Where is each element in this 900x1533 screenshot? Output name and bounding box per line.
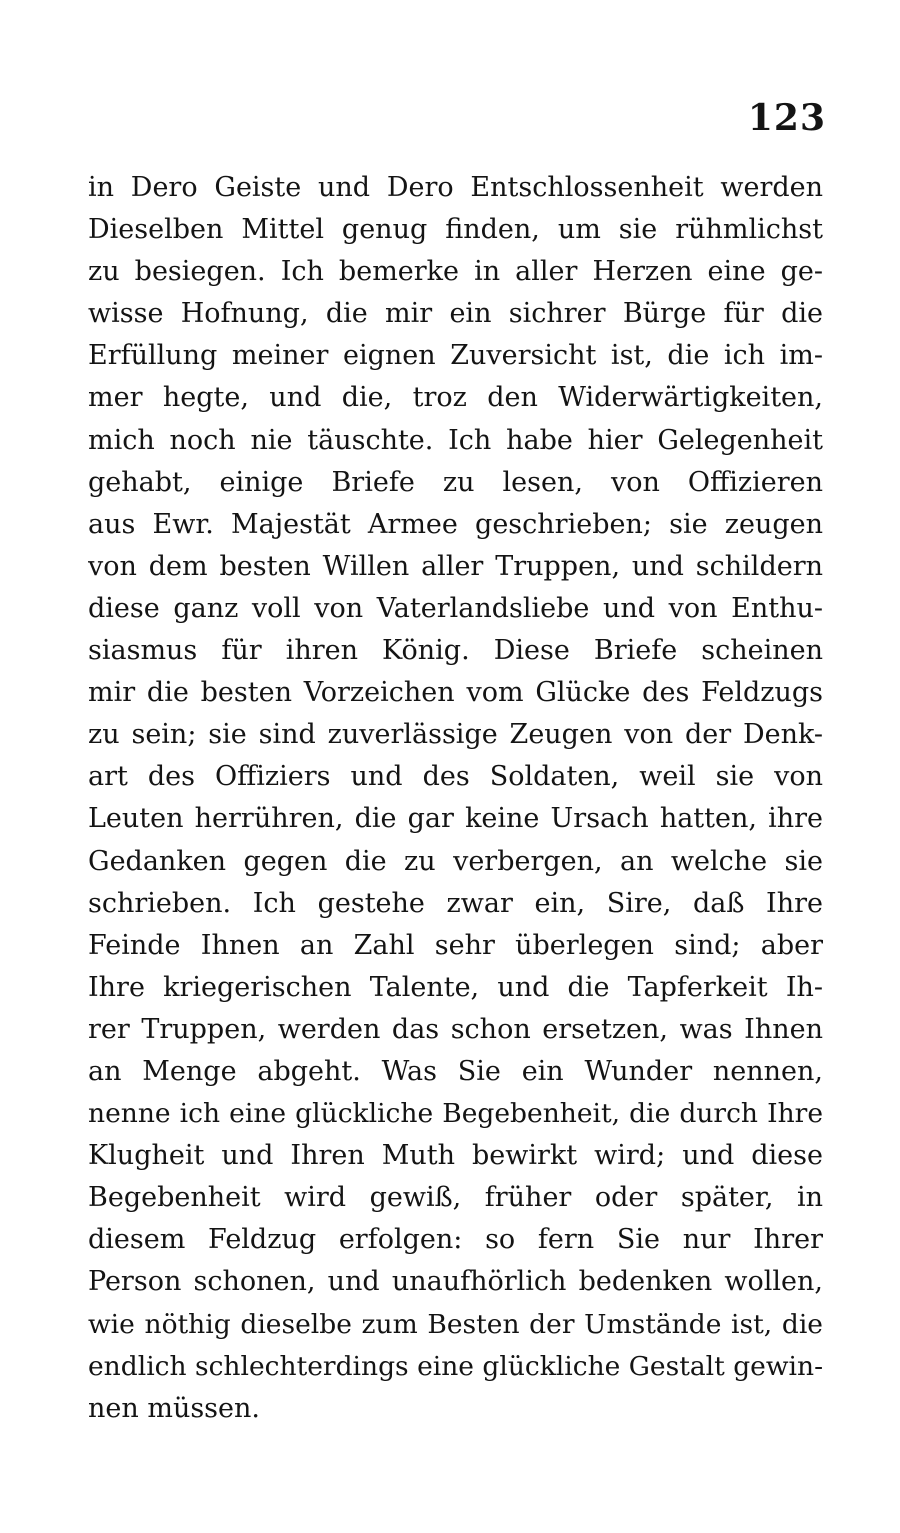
text-line: von dem besten Willen aller Truppen, und schildern bbox=[88, 550, 823, 582]
text-line: Begebenheit wird gewiß, früher oder später, in bbox=[88, 1182, 823, 1214]
text-line: gehabt, einige Briefe zu lesen, von Offizieren bbox=[88, 466, 823, 498]
text-line: Dieselben Mittel genug finden, um sie rühmlichst bbox=[88, 214, 823, 246]
text-line: diese ganz voll von Vaterlandsliebe und von Enthu- bbox=[88, 592, 823, 624]
text-line: mir die besten Vorzeichen vom Glücke des Feldzugs bbox=[88, 677, 823, 709]
text-line: endlich schlechterdings eine glückliche Gestalt gewin- bbox=[88, 1350, 823, 1382]
text-line: wisse Hofnung, die mir ein sichrer Bürge für die bbox=[88, 298, 823, 330]
text-line: Ihre kriegerischen Talente, und die Tapferkeit Ih- bbox=[88, 971, 823, 1003]
page-number: 123 bbox=[747, 97, 826, 139]
text-line: Person schonen, und unaufhörlich bedenken wollen, bbox=[88, 1266, 823, 1298]
text-line: mich noch nie täuschte. Ich habe hier Gelegenheit bbox=[88, 424, 823, 456]
text-line: Klugheit und Ihren Muth bewirkt wird; und diese bbox=[88, 1140, 823, 1172]
text-line: Feinde Ihnen an Zahl sehr überlegen sind; aber bbox=[88, 929, 823, 961]
text-line: Erfüllung meiner eignen Zuversicht ist, die ich im- bbox=[88, 340, 823, 372]
text-line: schrieben. Ich gestehe zwar ein, Sire, daß Ihre bbox=[88, 887, 823, 919]
text-line: aus Ewr. Majestät Armee geschrieben; sie zeugen bbox=[88, 508, 823, 540]
text-line: mer hegte, und die, troz den Widerwärtigkeiten, bbox=[88, 382, 823, 414]
text-line: in Dero Geiste und Dero Entschlossenheit werden bbox=[88, 172, 823, 203]
text-line: rer Truppen, werden das schon ersetzen, was Ihnen bbox=[88, 1013, 823, 1045]
text-line: nenne ich eine glückliche Begebenheit, die durch Ihre bbox=[88, 1098, 823, 1130]
text-line: an Menge abgeht. Was Sie ein Wunder nennen, bbox=[88, 1055, 823, 1087]
text-line: Gedanken gegen die zu verbergen, an welche sie bbox=[88, 845, 823, 877]
text-line: art des Offiziers und des Soldaten, weil sie von bbox=[88, 761, 823, 793]
text-line: diesem Feldzug erfolgen: so fern Sie nur Ihrer bbox=[88, 1224, 823, 1256]
text-line: siasmus für ihren König. Diese Briefe scheinen bbox=[88, 635, 823, 667]
body-text bbox=[88, 167, 823, 1430]
text-line: nen müssen. bbox=[88, 1392, 260, 1424]
text-line: wie nöthig dieselbe zum Besten der Umstände ist, die bbox=[88, 1308, 823, 1340]
text-line: zu sein; sie sind zuverlässige Zeugen von der Denk- bbox=[88, 719, 823, 751]
text-line: Leuten herrühren, die gar keine Ursach hatten, ihre bbox=[88, 803, 823, 835]
text-line: zu besiegen. Ich bemerke in aller Herzen eine ge- bbox=[88, 256, 823, 288]
